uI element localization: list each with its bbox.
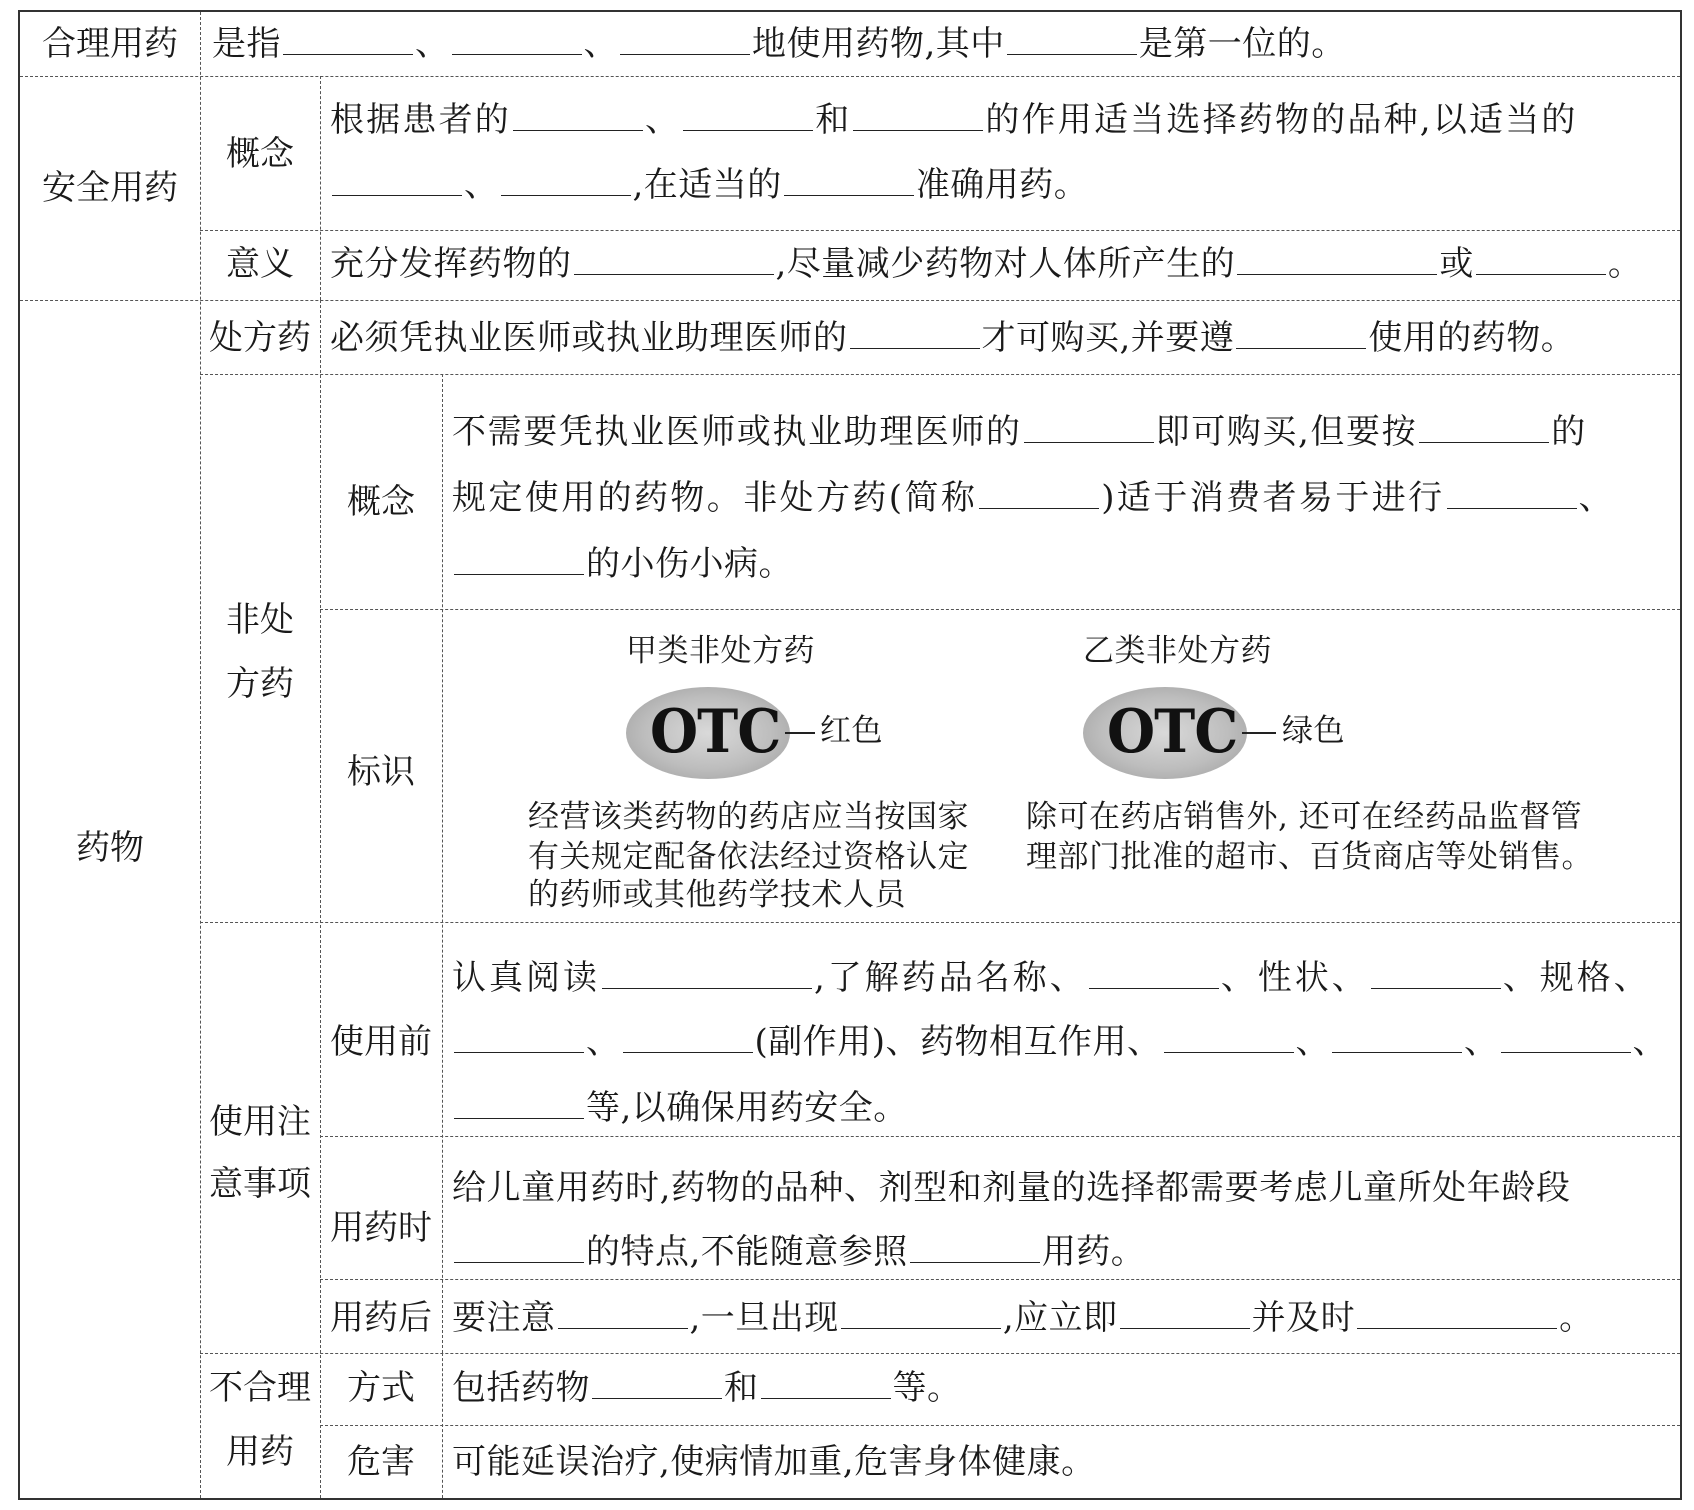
blank[interactable] [454,1088,584,1119]
blank[interactable] [501,165,631,196]
before-label: 使用前 [330,1022,432,1062]
notes-label-line2: 意事项 [209,1164,311,1204]
divider [320,1425,1680,1426]
method-text: 包括药物 和 等。 [452,1368,962,1408]
pointer-line [785,732,815,734]
divider [200,230,1680,231]
blank[interactable] [1371,958,1501,989]
blank[interactable] [1120,1298,1250,1329]
class-a-desc-2: 有关规定配备依法经过资格认定 [528,839,969,875]
divider [200,12,201,1498]
before-line1: 认真阅读 ,了解药品名称、 、性状、 、规格、 [452,958,1651,998]
safe-concept-label: 概念 [226,134,294,174]
blank[interactable] [454,544,584,575]
divider [20,300,1680,301]
otc-concept-line3: 的小伤小病。 [452,544,793,584]
class-a-title: 甲类非处方药 [626,633,815,669]
blank[interactable] [454,1232,584,1263]
divider [20,76,1680,77]
safe-use-label: 安全用药 [42,168,178,208]
blank[interactable] [1501,1022,1631,1053]
otc-concept-line1: 不需要凭执业医师或执业助理医师的 即可购买,但要按 的 [452,412,1587,452]
after-label: 用药后 [330,1298,432,1338]
otc-concept-line2: 规定使用的药物。非处方药(简称 )适于消费者易于进行 、 [452,478,1615,518]
blank[interactable] [1007,24,1137,55]
during-line2: 的特点,不能随意参照 用药。 [452,1232,1145,1272]
blank[interactable] [620,24,750,55]
method-label: 方式 [347,1368,415,1408]
divider [320,1279,1680,1280]
irrational-label-line1: 不合理 [209,1368,311,1408]
class-b-desc-2: 理部门批准的超市、百货商店等处销售。 [1026,839,1593,875]
irrational-label-line2: 用药 [226,1432,294,1472]
knowledge-table [18,10,1682,1500]
safe-meaning-text: 充分发挥药物的 ,尽量减少药物对人体所产生的 或 。 [330,244,1643,284]
blank[interactable] [1164,1022,1294,1053]
blank[interactable] [910,1232,1040,1263]
blank[interactable] [454,1022,584,1053]
class-b-desc-1: 除可在药店销售外, 还可在经药品监督管 [1026,799,1583,835]
blank[interactable] [602,958,812,989]
divider [320,609,1680,610]
blank[interactable] [1447,478,1577,509]
blank[interactable] [1237,244,1437,275]
otc-red-logo-text: OTC [650,697,781,767]
before-line3: 等,以确保用药安全。 [452,1088,908,1128]
harm-label: 危害 [347,1442,415,1482]
harm-text: 可能延误治疗,使病情加重,危害身体健康。 [452,1442,1096,1482]
during-label: 用药时 [330,1208,432,1248]
class-a-desc-3: 的药师或其他药学技术人员 [528,877,906,913]
otc-green-logo-text: OTC [1107,697,1238,767]
safe-meaning-label: 意义 [226,244,294,284]
notes-label-line1: 使用注 [209,1102,311,1142]
drug-label: 药物 [76,828,144,868]
pointer-line [1242,732,1276,734]
safe-concept-line2: 、 ,在适当的 准确用药。 [330,165,1088,205]
blank[interactable] [1236,318,1366,349]
blank[interactable] [513,100,643,131]
class-a-desc-1: 经营该类药物的药店应当按国家 [528,799,969,835]
after-text: 要注意 ,一旦出现 ,应立即 并及时 。 [452,1298,1594,1338]
blank[interactable] [623,1022,753,1053]
blank[interactable] [1476,244,1606,275]
blank[interactable] [761,1368,891,1399]
class-b-color: 绿色 [1282,713,1345,749]
divider [320,76,321,300]
during-line1: 给儿童用药时,药物的品种、剂型和剂量的选择都需要考虑儿童所处年龄段 [452,1168,1571,1208]
blank[interactable] [1357,1298,1557,1329]
divider [320,1136,1680,1137]
divider [442,374,443,1353]
safe-concept-line1: 根据患者的 、 和 的作用适当选择药物的品种,以适当的 [330,100,1578,140]
blank[interactable] [683,100,813,131]
blank[interactable] [1024,412,1154,443]
otc-concept-label: 概念 [347,482,415,522]
blank[interactable] [283,24,413,55]
blank[interactable] [452,24,582,55]
blank[interactable] [592,1368,722,1399]
otc-mark-label: 标识 [347,752,415,792]
blank[interactable] [784,165,914,196]
blank[interactable] [853,100,983,131]
class-b-title: 乙类非处方药 [1083,633,1272,669]
blank[interactable] [1419,412,1549,443]
otc-label-line2: 方药 [226,664,294,704]
blank[interactable] [1089,958,1219,989]
blank[interactable] [1332,1022,1462,1053]
divider [442,1353,443,1498]
class-a-color: 红色 [820,713,883,749]
blank[interactable] [574,244,774,275]
blank[interactable] [850,318,980,349]
rational-use-label: 合理用药 [42,24,178,64]
rx-label: 处方药 [209,318,311,358]
divider [200,374,1680,375]
divider [200,1353,1680,1354]
blank[interactable] [558,1298,688,1329]
before-line2: 、 (副作用)、药物相互作用、 、 、 、 [452,1022,1667,1062]
blank[interactable] [841,1298,1001,1329]
rx-text: 必须凭执业医师或执业助理医师的 才可购买,并要遵 使用的药物。 [330,318,1576,358]
blank[interactable] [979,478,1099,509]
divider [200,922,1680,923]
blank[interactable] [332,165,462,196]
rational-use-definition: 是指 、 、 地使用药物,其中 是第一位的。 [212,24,1346,64]
otc-label-line1: 非处 [226,600,294,640]
